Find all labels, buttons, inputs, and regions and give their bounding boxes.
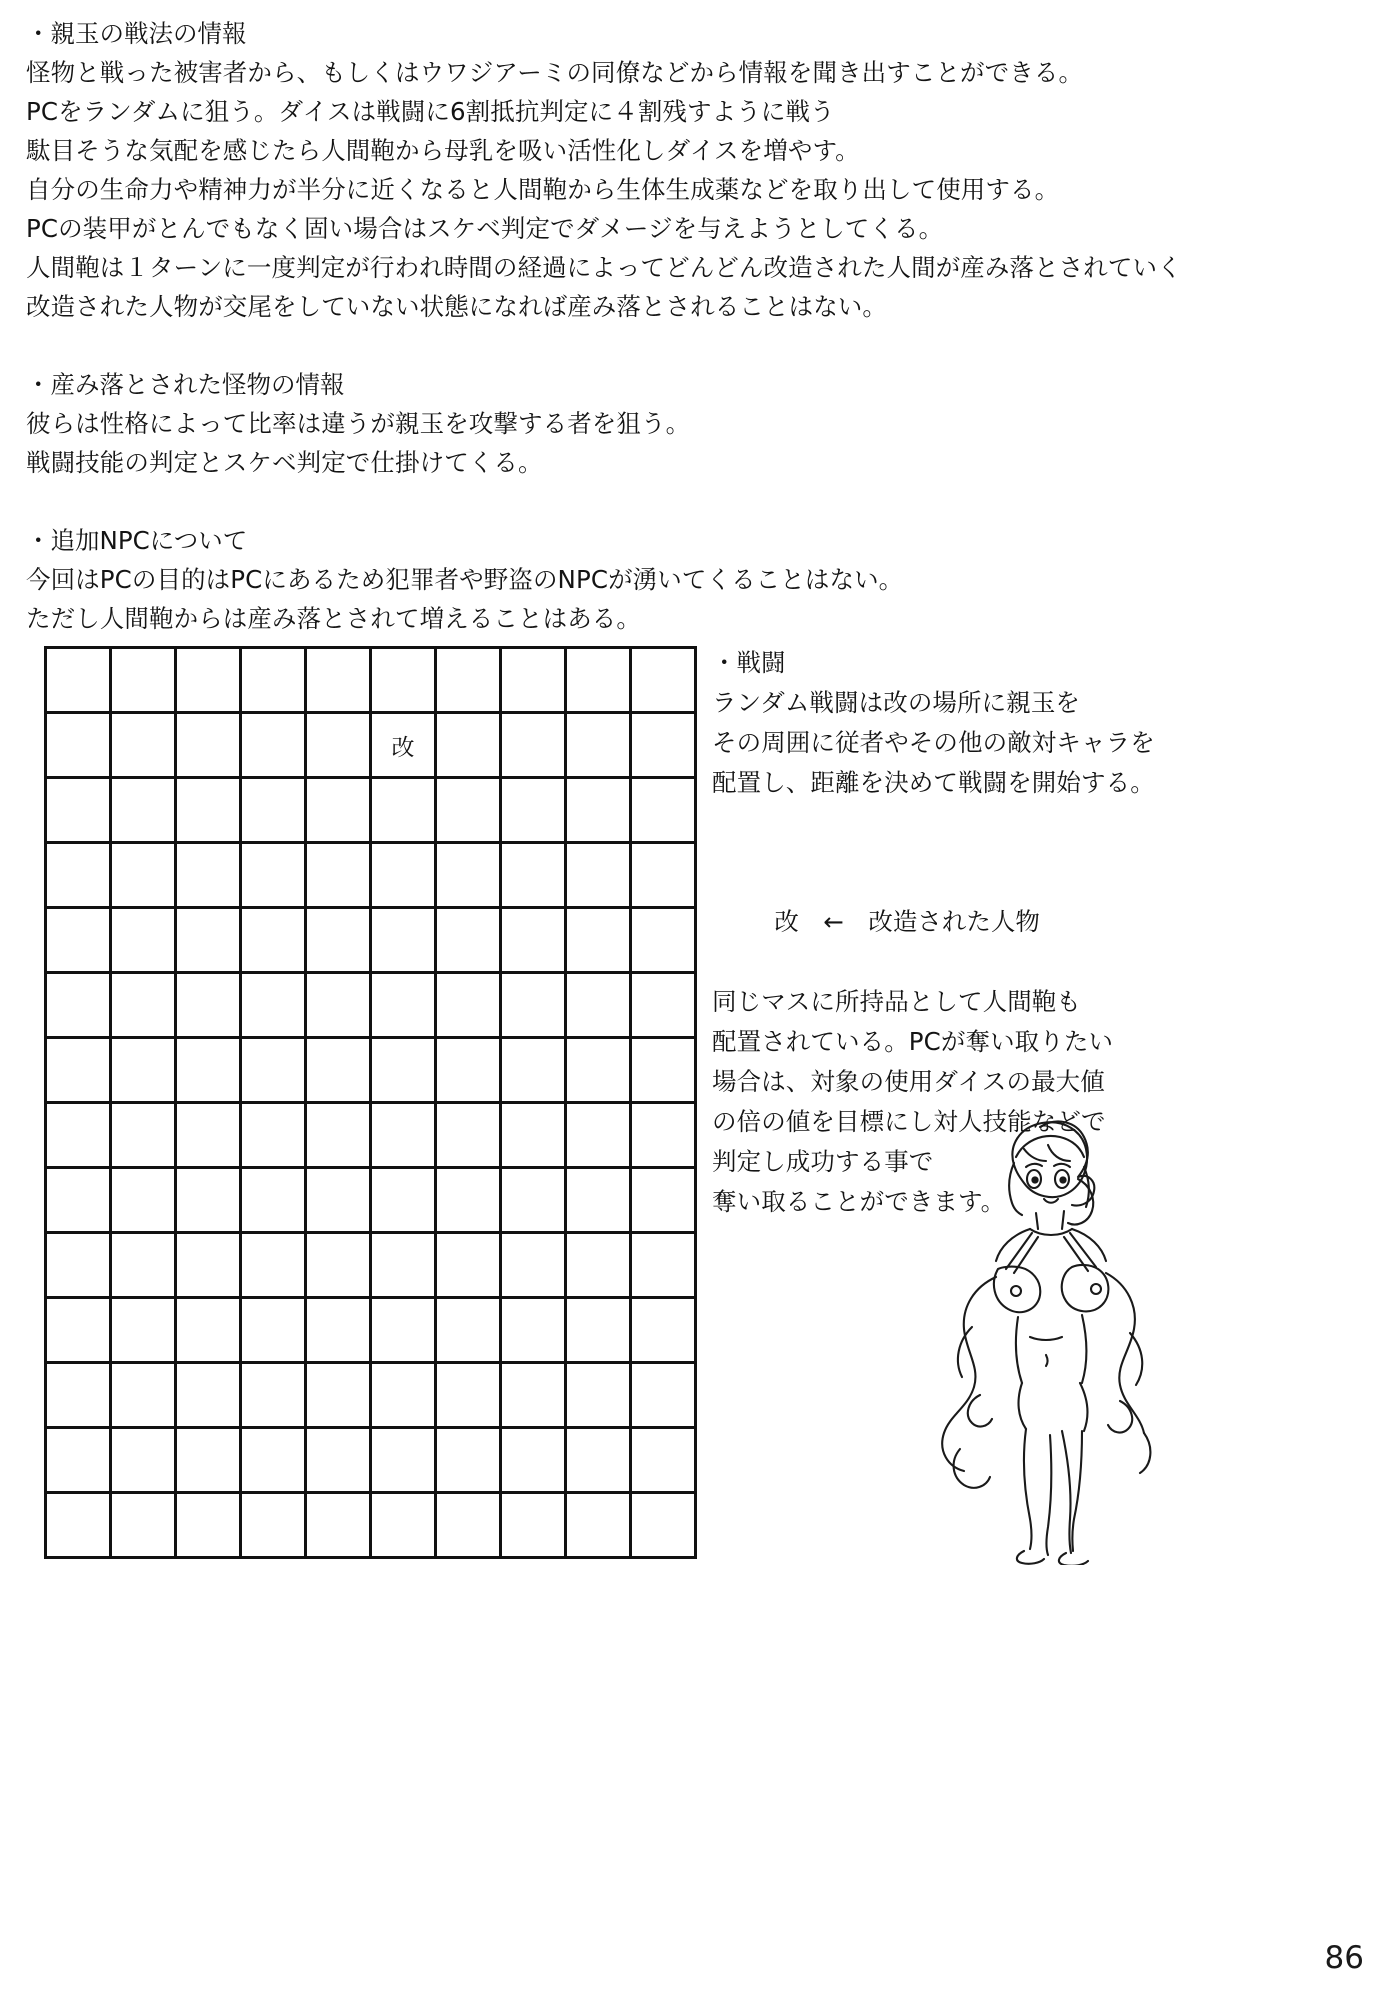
map-grid-row xyxy=(46,778,696,843)
legend-definition-row xyxy=(712,862,1382,982)
map-cell[interactable] xyxy=(501,1038,566,1103)
map-cell[interactable] xyxy=(501,908,566,973)
body-line: 場合は、対象の使用ダイスの最大値 xyxy=(712,1067,1105,1096)
legend-spacer xyxy=(799,907,824,936)
map-cell[interactable] xyxy=(436,648,501,713)
map-cell[interactable] xyxy=(111,1363,176,1428)
paragraph-spacer xyxy=(712,842,1382,862)
map-cell[interactable] xyxy=(46,778,111,843)
map-cell[interactable] xyxy=(631,1428,696,1493)
map-cell[interactable] xyxy=(371,1168,436,1233)
map-grid-row xyxy=(46,908,696,973)
map-cell[interactable] xyxy=(111,843,176,908)
map-cell[interactable] xyxy=(631,1298,696,1363)
map-cell[interactable] xyxy=(371,1493,436,1558)
map-cell[interactable] xyxy=(436,1298,501,1363)
map-cell[interactable] xyxy=(371,1363,436,1428)
map-cell[interactable] xyxy=(241,1168,306,1233)
map-cell[interactable] xyxy=(566,1428,631,1493)
map-grid-row xyxy=(46,648,696,713)
body-line: 配置されている。PCが奪い取りたい xyxy=(712,1027,1114,1056)
map-cell[interactable] xyxy=(176,1493,241,1558)
map-cell[interactable] xyxy=(46,1363,111,1428)
map-cell[interactable] xyxy=(631,1038,696,1103)
map-cell[interactable] xyxy=(371,1038,436,1103)
map-cell[interactable] xyxy=(306,1233,371,1298)
map-cell[interactable] xyxy=(566,778,631,843)
map-cell[interactable] xyxy=(176,1363,241,1428)
map-cell[interactable] xyxy=(436,1103,501,1168)
map-cell[interactable] xyxy=(176,713,241,778)
map-cell[interactable] xyxy=(306,973,371,1038)
map-cell[interactable] xyxy=(241,778,306,843)
map-cell[interactable] xyxy=(631,1493,696,1558)
map-cell[interactable] xyxy=(631,648,696,713)
map-cell[interactable] xyxy=(501,1428,566,1493)
map-cell[interactable] xyxy=(566,648,631,713)
map-cell[interactable] xyxy=(566,843,631,908)
body-line: 自分の生命力や精神力が半分に近くなると人間鞄から生体生成薬などを取り出して使用する。 xyxy=(26,175,1060,204)
map-cell[interactable] xyxy=(631,1168,696,1233)
map-cell[interactable] xyxy=(176,843,241,908)
map-cell[interactable] xyxy=(371,843,436,908)
map-cell[interactable] xyxy=(241,713,306,778)
page-number: 86 xyxy=(1324,1940,1364,1976)
body-line: ただし人間鞄からは産み落とされて増えることはある。 xyxy=(26,604,641,633)
map-grid-row xyxy=(46,1428,696,1493)
body-line: 同じマスに所持品として人間鞄も xyxy=(712,987,1081,1016)
map-cell[interactable] xyxy=(631,778,696,843)
map-cell[interactable] xyxy=(501,973,566,1038)
map-cell[interactable] xyxy=(501,1493,566,1558)
map-cell[interactable] xyxy=(436,1168,501,1233)
body-line: PCをランダムに狙う。ダイスは戦闘に6割抵抗判定に４割残すように戦う xyxy=(26,97,835,126)
map-cell[interactable] xyxy=(306,908,371,973)
map-cell[interactable] xyxy=(306,1363,371,1428)
map-cell[interactable] xyxy=(501,713,566,778)
main-text-column xyxy=(26,14,1366,638)
body-line: 戦闘技能の判定とスケベ判定で仕掛けてくる。 xyxy=(26,448,543,477)
map-cell[interactable] xyxy=(306,1168,371,1233)
body-line: 彼らは性格によって比率は違うが親玉を攻撃する者を狙う。 xyxy=(26,409,691,438)
map-cell[interactable] xyxy=(241,1428,306,1493)
map-cell[interactable] xyxy=(176,1428,241,1493)
map-cell[interactable] xyxy=(111,1428,176,1493)
map-cell[interactable] xyxy=(501,1298,566,1363)
map-cell[interactable] xyxy=(501,1168,566,1233)
map-cell[interactable] xyxy=(306,1298,371,1363)
map-cell[interactable] xyxy=(111,1168,176,1233)
map-cell[interactable] xyxy=(111,1038,176,1103)
legend-meaning: 改造された人物 xyxy=(868,907,1040,936)
map-cell[interactable] xyxy=(111,973,176,1038)
map-cell[interactable] xyxy=(371,908,436,973)
left-arrow-icon: ← xyxy=(823,907,844,936)
map-cell[interactable] xyxy=(631,713,696,778)
section-heading-combat: ・戦闘 xyxy=(712,648,786,677)
map-cell[interactable] xyxy=(501,1363,566,1428)
map-cell[interactable] xyxy=(306,713,371,778)
paragraph-spacer xyxy=(26,326,1366,365)
character-illustration xyxy=(890,1105,1160,1565)
map-cell[interactable] xyxy=(566,908,631,973)
paragraph-spacer xyxy=(26,482,1366,521)
map-cell[interactable] xyxy=(111,1493,176,1558)
map-cell[interactable] xyxy=(111,1103,176,1168)
body-line: 人間鞄は１ターンに一度判定が行われ時間の経過によってどんどん改造された人間が産み落とされていく xyxy=(26,253,1182,282)
map-cell[interactable] xyxy=(566,1168,631,1233)
section-heading-additional-npc: ・追加NPCについて xyxy=(26,526,248,555)
map-cell[interactable] xyxy=(46,713,111,778)
map-cell[interactable] xyxy=(306,843,371,908)
map-cell[interactable] xyxy=(241,1103,306,1168)
body-line: 駄目そうな気配を感じたら人間鞄から母乳を吸い活性化しダイスを増やす。 xyxy=(26,136,860,165)
map-cell[interactable] xyxy=(46,843,111,908)
map-cell[interactable] xyxy=(371,1103,436,1168)
map-cell[interactable] xyxy=(176,1038,241,1103)
section-boss-tactics xyxy=(26,14,1366,326)
map-grid-row xyxy=(46,1103,696,1168)
map-cell[interactable] xyxy=(501,648,566,713)
map-grid-row xyxy=(46,843,696,908)
map-cell[interactable] xyxy=(176,1233,241,1298)
map-grid-row xyxy=(46,1038,696,1103)
map-grid-row xyxy=(46,1233,696,1298)
map-grid-table[interactable] xyxy=(44,646,697,1559)
section-additional-npc xyxy=(26,521,1366,638)
tentacle-creature-illustration xyxy=(890,1105,1160,1565)
map-cell[interactable] xyxy=(501,1233,566,1298)
map-grid-row xyxy=(46,1493,696,1558)
map-cell[interactable] xyxy=(46,1298,111,1363)
map-cell[interactable] xyxy=(46,1038,111,1103)
map-cell[interactable] xyxy=(46,908,111,973)
map-grid-row xyxy=(46,1363,696,1428)
map-cell[interactable] xyxy=(371,973,436,1038)
map-cell[interactable] xyxy=(436,973,501,1038)
map-cell[interactable] xyxy=(631,908,696,973)
map-cell[interactable] xyxy=(566,1038,631,1103)
section-spawned-monsters xyxy=(26,365,1366,482)
body-line: 奪い取ることができます。 xyxy=(712,1187,1006,1216)
map-grid-row xyxy=(46,973,696,1038)
map-cell[interactable] xyxy=(436,713,501,778)
map-cell[interactable] xyxy=(566,973,631,1038)
map-cell[interactable] xyxy=(111,648,176,713)
legend-symbol: 改 xyxy=(774,907,799,936)
map-cell[interactable] xyxy=(176,1168,241,1233)
map-cell[interactable] xyxy=(566,713,631,778)
map-cell[interactable] xyxy=(436,1428,501,1493)
map-cell[interactable] xyxy=(111,713,176,778)
map-grid-body[interactable] xyxy=(46,648,696,1558)
map-cell[interactable] xyxy=(436,1493,501,1558)
map-cell[interactable] xyxy=(631,973,696,1038)
map-cell[interactable] xyxy=(436,908,501,973)
section-heading-boss-tactics: ・親玉の戦法の情報 xyxy=(26,19,247,48)
map-cell[interactable] xyxy=(111,778,176,843)
map-cell[interactable] xyxy=(176,1298,241,1363)
body-line: ランダム戦闘は改の場所に親玉を xyxy=(712,688,1081,717)
legend-spacer xyxy=(844,907,869,936)
body-line: 判定し成功する事で xyxy=(712,1147,934,1176)
section-combat xyxy=(712,643,1382,803)
map-cell[interactable] xyxy=(176,1103,241,1168)
map-cell[interactable] xyxy=(566,1233,631,1298)
map-cell[interactable] xyxy=(436,1233,501,1298)
map-cell[interactable] xyxy=(176,778,241,843)
map-cell[interactable] xyxy=(436,1038,501,1103)
map-cell[interactable] xyxy=(241,1038,306,1103)
map-cell[interactable] xyxy=(111,908,176,973)
map-cell[interactable] xyxy=(501,1103,566,1168)
map-cell[interactable] xyxy=(46,1103,111,1168)
map-cell[interactable] xyxy=(371,1298,436,1363)
map-cell[interactable] xyxy=(176,908,241,973)
map-grid-row xyxy=(46,713,696,778)
map-cell[interactable] xyxy=(241,1363,306,1428)
map-cell[interactable] xyxy=(241,843,306,908)
map-cell[interactable] xyxy=(371,1428,436,1493)
body-line: 怪物と戦った被害者から、もしくはウワジアーミの同僚などから情報を聞き出すことができる。 xyxy=(26,58,1084,87)
map-cell[interactable] xyxy=(566,1298,631,1363)
map-cell[interactable] xyxy=(631,1103,696,1168)
map-cell[interactable] xyxy=(566,1103,631,1168)
map-cell[interactable] xyxy=(46,1493,111,1558)
map-cell[interactable] xyxy=(241,1493,306,1558)
map-cell[interactable] xyxy=(241,1233,306,1298)
section-heading-spawned-monsters: ・産み落とされた怪物の情報 xyxy=(26,370,345,399)
map-cell[interactable] xyxy=(241,908,306,973)
paragraph-spacer xyxy=(712,803,1382,842)
body-line: 今回はPCの目的はPCにあるため犯罪者や野盗のNPCが湧いてくることはない。 xyxy=(26,565,904,594)
map-cell[interactable] xyxy=(46,648,111,713)
map-cell[interactable] xyxy=(176,973,241,1038)
body-line: 配置し、距離を決めて戦闘を開始する。 xyxy=(712,768,1155,797)
map-cell[interactable] xyxy=(371,778,436,843)
map-cell[interactable] xyxy=(436,778,501,843)
map-cell[interactable] xyxy=(46,1428,111,1493)
map-cell[interactable] xyxy=(501,778,566,843)
map-cell[interactable] xyxy=(566,1363,631,1428)
map-cell[interactable] xyxy=(111,1298,176,1363)
map-cell[interactable] xyxy=(631,1233,696,1298)
map-cell[interactable] xyxy=(631,1363,696,1428)
map-grid-row xyxy=(46,1168,696,1233)
map-cell-marker[interactable]: 改 xyxy=(371,713,436,778)
body-line: その周囲に従者やその他の敵対キャラを xyxy=(712,728,1155,757)
map-cell[interactable] xyxy=(306,648,371,713)
map-cell[interactable] xyxy=(436,1363,501,1428)
map-cell[interactable] xyxy=(501,843,566,908)
map-cell[interactable] xyxy=(306,1038,371,1103)
body-line: の倍の値を目標にし対人技能などで xyxy=(712,1107,1106,1136)
body-line: PCの装甲がとんでもなく固い場合はスケベ判定でダメージを与えようとしてくる。 xyxy=(26,214,944,243)
map-cell[interactable] xyxy=(436,843,501,908)
body-line: 改造された人物が交尾をしていない状態になれば産み落とされることはない。 xyxy=(26,292,887,321)
map-cell[interactable] xyxy=(306,778,371,843)
map-cell[interactable] xyxy=(306,1493,371,1558)
battle-map-grid[interactable] xyxy=(44,646,697,1559)
map-grid-row xyxy=(46,1298,696,1363)
map-cell[interactable] xyxy=(306,1103,371,1168)
map-cell[interactable] xyxy=(46,1168,111,1233)
map-cell[interactable] xyxy=(566,1493,631,1558)
map-cell[interactable] xyxy=(111,1233,176,1298)
map-cell[interactable] xyxy=(46,1233,111,1298)
map-cell[interactable] xyxy=(241,1298,306,1363)
map-cell[interactable] xyxy=(631,843,696,908)
map-cell[interactable] xyxy=(371,648,436,713)
map-cell[interactable] xyxy=(176,648,241,713)
map-cell[interactable] xyxy=(241,648,306,713)
map-cell[interactable] xyxy=(371,1233,436,1298)
map-cell[interactable] xyxy=(241,973,306,1038)
map-cell[interactable] xyxy=(306,1428,371,1493)
map-cell[interactable] xyxy=(46,973,111,1038)
